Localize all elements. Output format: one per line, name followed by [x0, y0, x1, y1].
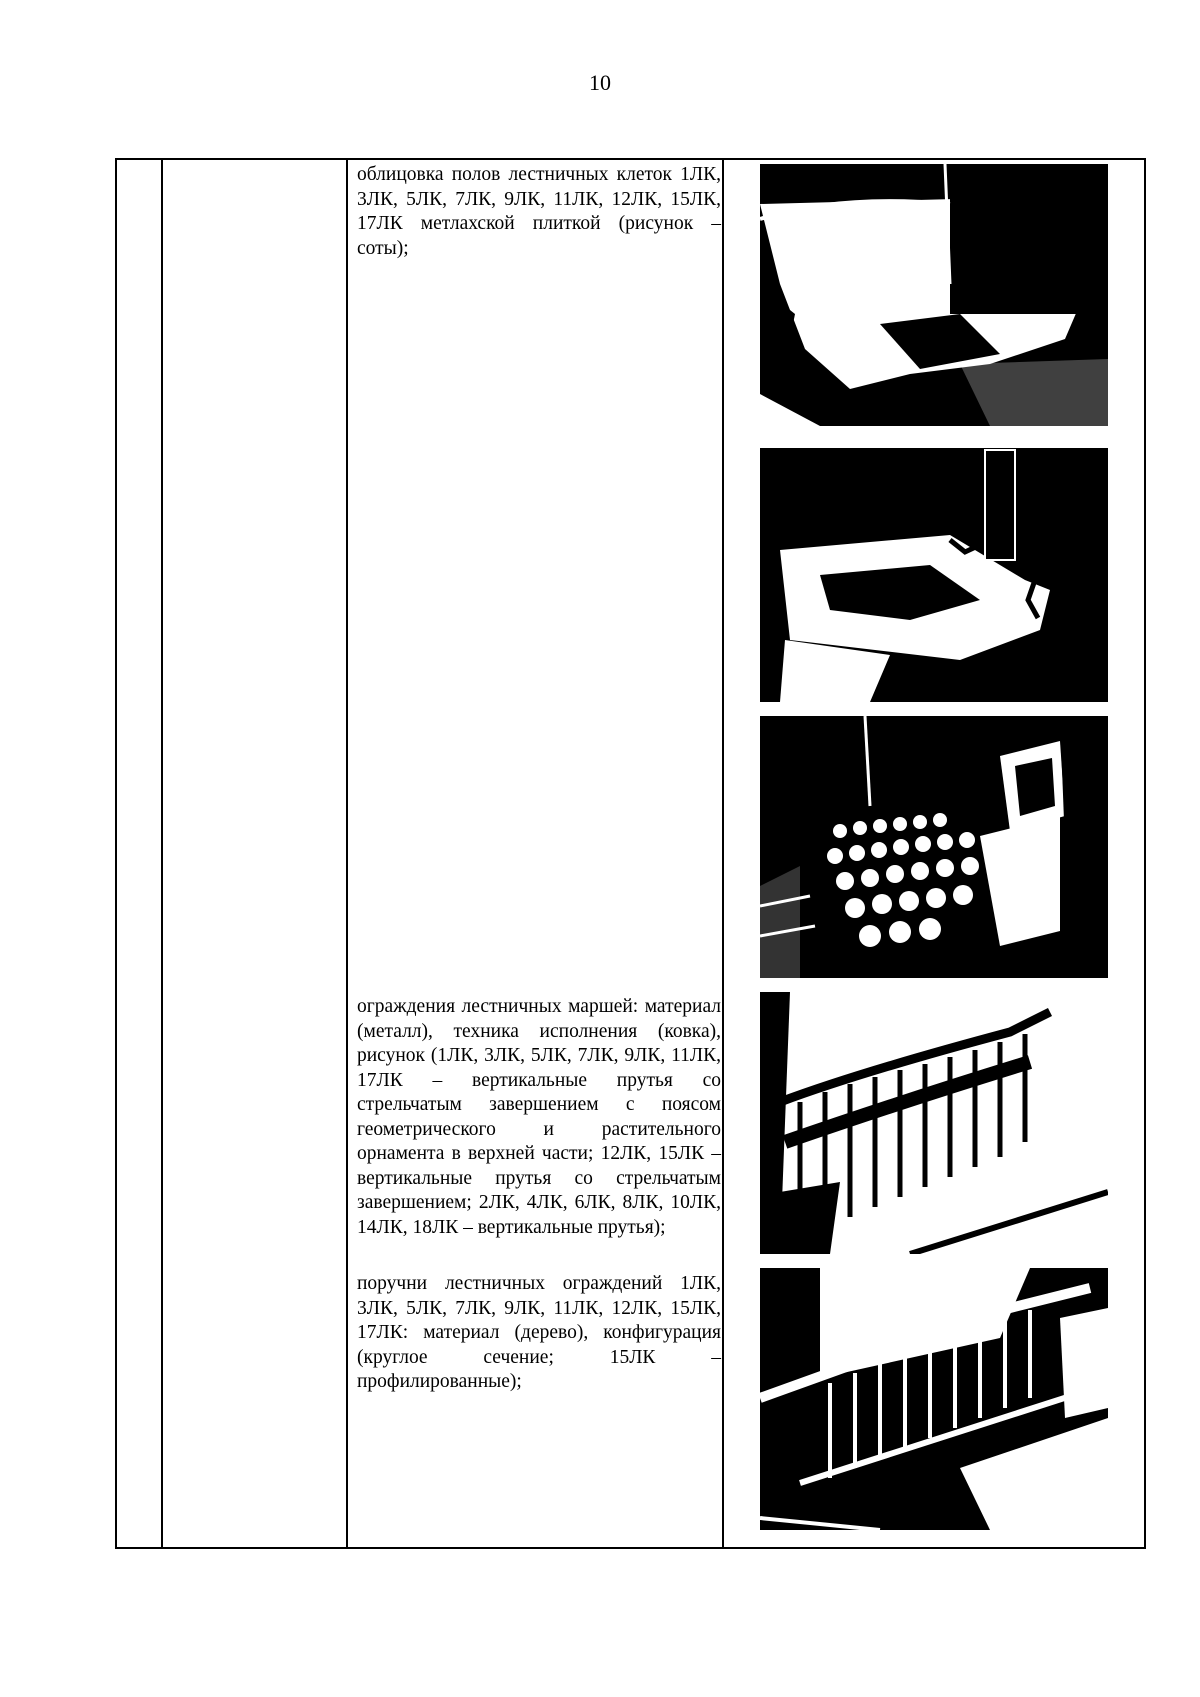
- photo-honeycomb-tile-floor: [760, 716, 1108, 978]
- photo-floor-landing-1: [760, 164, 1108, 426]
- row-text-stair-railings: ограждения лестничных маршей: материал (металл), техника исполнения (ковка), рисунок (1ЛК, 3ЛК, 5ЛК, 7ЛК, 9ЛК, 11ЛК, 17ЛК – вертикальные прутья со стрельчатым завершением с поясом геометрического и растительного орнамента в верхней части; 12ЛК, 15ЛК – вертикальные прутья со стрельчатым завершением; 2ЛК, 4ЛК, 6ЛК, 8ЛК, 10ЛК, 14ЛК, 18ЛК – вертикальные прутья);: [357, 996, 721, 1238]
- document-table: [115, 158, 1146, 1549]
- column-divider: [161, 160, 163, 1547]
- photo-floor-tile-border: [760, 440, 1108, 702]
- photo-forged-railing-2: [760, 1268, 1108, 1530]
- page-number: 10: [589, 70, 611, 95]
- column-divider: [722, 160, 724, 1547]
- row-text-handrails: поручни лестничных ограждений 1ЛК, 3ЛК, 5ЛК, 7ЛК, 9ЛК, 11ЛК, 12ЛК, 15ЛК, 17ЛК: материал (дерево), конфигурация (круглое сечение; 15ЛК – профилированные);: [357, 1273, 721, 1392]
- row-text-floor-tiles: облицовка полов лестничных клеток 1ЛК, 3ЛК, 5ЛК, 7ЛК, 9ЛК, 11ЛК, 12ЛК, 15ЛК, 17ЛК метлахской плиткой (рисунок – соты);: [357, 164, 721, 259]
- column-divider: [346, 160, 348, 1547]
- photo-forged-railing-1: [760, 992, 1108, 1254]
